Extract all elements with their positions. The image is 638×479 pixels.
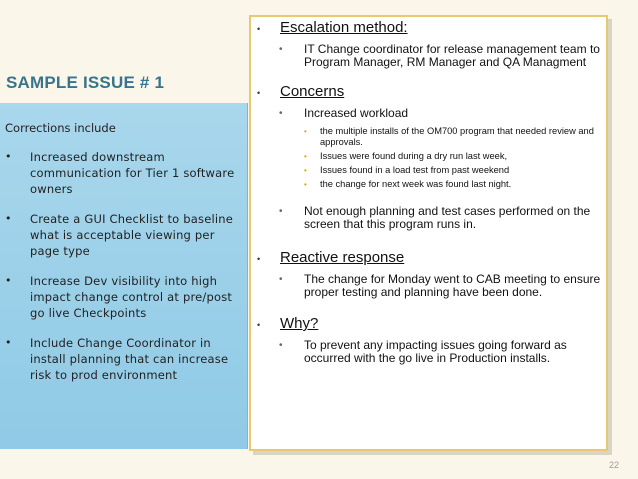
sub-detail-text: Issues were found during a dry run last week, bbox=[320, 151, 508, 161]
detail-text: Increased workload bbox=[304, 106, 409, 120]
correction-item bbox=[0, 211, 248, 259]
correction-text: Increase Dev visibility into high impact change control at pre/post go live Checkpoints bbox=[30, 274, 233, 320]
corrections-intro: Corrections include bbox=[5, 121, 116, 135]
detail-text: IT Change coordinator for release management team to Program Manager, RM Manager and QA Managment bbox=[304, 42, 600, 69]
bullet-icon: • bbox=[304, 127, 307, 136]
section-reactive-response bbox=[252, 249, 604, 267]
bullet-icon: • bbox=[257, 320, 261, 330]
bullet-icon: • bbox=[279, 274, 283, 285]
bullet-icon: • bbox=[257, 24, 261, 34]
slide-title: SAMPLE ISSUE # 1 bbox=[6, 73, 165, 92]
correction-item bbox=[0, 273, 248, 321]
corrections-panel bbox=[0, 103, 248, 449]
bullet-icon: • bbox=[5, 274, 12, 287]
section-heading: Concerns bbox=[280, 83, 345, 100]
bullet-icon: • bbox=[279, 108, 283, 119]
sub-detail-item bbox=[252, 179, 604, 190]
detail-item bbox=[252, 339, 604, 365]
section-heading: Why? bbox=[280, 315, 319, 332]
sub-detail-text: the change for next week was found last night. bbox=[320, 179, 512, 189]
sub-detail-item bbox=[252, 126, 604, 148]
correction-text: Increased downstream communication for Tier 1 software owners bbox=[30, 150, 235, 196]
bullet-icon: • bbox=[304, 166, 307, 175]
sub-detail-item bbox=[252, 165, 604, 176]
section-why bbox=[252, 315, 604, 333]
sub-detail-item bbox=[252, 151, 604, 162]
bullet-icon: • bbox=[279, 44, 283, 55]
bullet-icon: • bbox=[257, 254, 261, 264]
detail-item bbox=[252, 205, 604, 231]
section-concerns bbox=[252, 83, 604, 101]
page-number: 22 bbox=[609, 460, 620, 470]
bullet-icon: • bbox=[5, 336, 12, 349]
correction-text: Include Change Coordinator in install planning that can increase risk to prod environment bbox=[30, 336, 229, 382]
correction-item bbox=[0, 335, 248, 383]
issue-details bbox=[252, 19, 604, 365]
bullet-icon: • bbox=[304, 180, 307, 189]
bullet-icon: • bbox=[304, 152, 307, 161]
bullet-icon: • bbox=[5, 212, 12, 225]
detail-text: The change for Monday went to CAB meeting to ensure proper testing and planning have been done. bbox=[304, 272, 601, 299]
detail-item bbox=[252, 273, 604, 299]
corrections-list bbox=[0, 149, 248, 397]
detail-item bbox=[252, 43, 604, 69]
detail-item bbox=[252, 107, 604, 120]
detail-text: Not enough planning and test cases performed on the screen that this program runs in. bbox=[304, 204, 591, 231]
section-escalation bbox=[252, 19, 604, 37]
sub-detail-text: the multiple installs of the OM700 program that needed review and approvals. bbox=[320, 126, 594, 147]
bullet-icon: • bbox=[279, 206, 283, 217]
bullet-icon: • bbox=[5, 150, 12, 163]
sub-detail-text: Issues found in a load test from past weekend bbox=[320, 165, 510, 175]
section-heading: Escalation method: bbox=[280, 19, 408, 36]
bullet-icon: • bbox=[257, 88, 261, 98]
section-heading: Reactive response bbox=[280, 249, 405, 266]
correction-text: Create a GUI Checklist to baseline what is acceptable viewing per page type bbox=[30, 212, 234, 258]
detail-text: To prevent any impacting issues going forward as occurred with the go live in Production installs. bbox=[304, 338, 567, 365]
bullet-icon: • bbox=[279, 340, 283, 351]
correction-item bbox=[0, 149, 248, 197]
